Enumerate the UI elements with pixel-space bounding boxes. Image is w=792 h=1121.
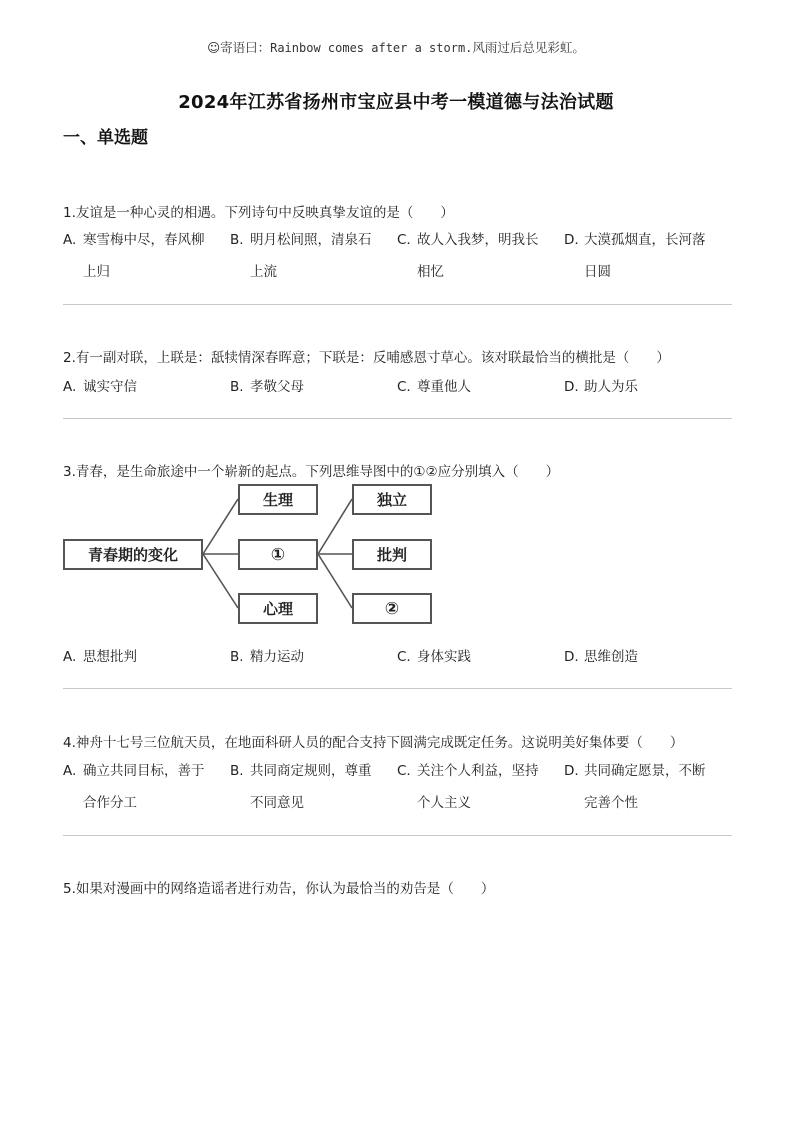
option-letter: A. — [63, 763, 77, 779]
option-letter: A. — [63, 232, 77, 248]
question-3-option-d[interactable] — [564, 641, 724, 673]
question-3-option-c[interactable] — [397, 641, 557, 673]
option-text-continued: 个人主义 — [417, 795, 471, 811]
question-4-option-a[interactable] — [63, 755, 223, 819]
motto-english: Rainbow comes after a storm. — [270, 41, 473, 55]
option-letter: B. — [230, 649, 244, 665]
option-text: 共同确定愿景，不断 — [584, 763, 706, 779]
option-letter: C. — [397, 379, 411, 395]
option-letter: B. — [230, 763, 244, 779]
option-letter: D. — [564, 763, 579, 779]
option-text-continued: 完善个性 — [584, 795, 638, 811]
mindmap-node-critical: 批判 — [352, 539, 432, 570]
mindmap-node-physiology: 生理 — [238, 484, 318, 515]
question-5-stem: 5.如果对漫画中的网络造谣者进行劝告，你认为最恰当的劝告是（ ） — [63, 881, 495, 897]
option-letter: C. — [397, 763, 411, 779]
option-letter: D. — [564, 379, 579, 395]
question-4-option-b[interactable] — [230, 755, 390, 819]
option-text: 思想批判 — [83, 649, 137, 665]
option-text: 明月松间照，清泉石 — [250, 232, 372, 248]
option-text: 大漠孤烟直，长河落 — [584, 232, 706, 248]
mindmap-root-node: 青春期的变化 — [63, 539, 203, 570]
option-text: 确立共同目标，善于 — [83, 763, 205, 779]
divider — [63, 835, 732, 836]
mindmap-node-blank-1: ① — [238, 539, 318, 570]
question-4-option-c[interactable] — [397, 755, 557, 819]
option-text: 共同商定规则，尊重 — [250, 763, 372, 779]
mindmap-node-psychology: 心理 — [238, 593, 318, 624]
option-letter: D. — [564, 649, 579, 665]
mindmap-node-blank-2: ② — [352, 593, 432, 624]
option-text-continued: 日圆 — [584, 264, 611, 280]
option-text: 尊重他人 — [417, 379, 471, 395]
option-text-continued: 相忆 — [417, 264, 444, 280]
option-text-continued: 上归 — [83, 264, 110, 280]
motto-chinese: 风雨过后总见彩虹。 — [472, 40, 585, 55]
page-title: 2024年江苏省扬州市宝应县中考一模道德与法治试题 — [178, 92, 614, 113]
option-text: 故人入我梦，明我长 — [417, 232, 539, 248]
option-text: 助人为乐 — [584, 379, 638, 395]
option-text-continued: 不同意见 — [250, 795, 304, 811]
option-letter: D. — [564, 232, 579, 248]
question-3-option-b[interactable] — [230, 641, 390, 673]
question-3-stem: 3.青春，是生命旅途中一个崭新的起点。下列思维导图中的①②应分别填入（ ） — [63, 464, 560, 480]
option-text-continued: 合作分工 — [83, 795, 137, 811]
option-letter: A. — [63, 649, 77, 665]
question-3-option-a[interactable] — [63, 641, 223, 673]
option-text: 诚实守信 — [83, 379, 137, 395]
motto-prefix: ☺寄语曰： — [207, 40, 271, 55]
option-text: 关注个人利益，坚持 — [417, 763, 539, 779]
option-letter: C. — [397, 232, 411, 248]
mindmap-node-independence: 独立 — [352, 484, 432, 515]
option-letter: C. — [397, 649, 411, 665]
option-text: 身体实践 — [417, 649, 471, 665]
option-text: 思维创造 — [584, 649, 638, 665]
question-4-option-d[interactable] — [564, 755, 724, 819]
section-title: 一、单选题 — [63, 128, 148, 148]
question-4-stem: 4.神舟十七号三位航天员，在地面科研人员的配合支持下圆满完成既定任务。这说明美好集体要（ ） — [63, 735, 684, 751]
option-text: 孝敬父母 — [250, 379, 304, 395]
question-2-stem: 2.有一副对联，上联是：舐犊情深春晖意；下联是：反哺感恩寸草心。该对联最恰当的横批是（ ） — [63, 350, 670, 366]
question-1-stem: 1.友谊是一种心灵的相遇。下列诗句中反映真挚友谊的是（ ） — [63, 205, 454, 221]
option-letter: B. — [230, 379, 244, 395]
option-text: 精力运动 — [250, 649, 304, 665]
divider — [63, 688, 732, 689]
option-letter: B. — [230, 232, 244, 248]
option-letter: A. — [63, 379, 77, 395]
option-text: 寒雪梅中尽，春风柳 — [83, 232, 205, 248]
option-text-continued: 上流 — [250, 264, 277, 280]
